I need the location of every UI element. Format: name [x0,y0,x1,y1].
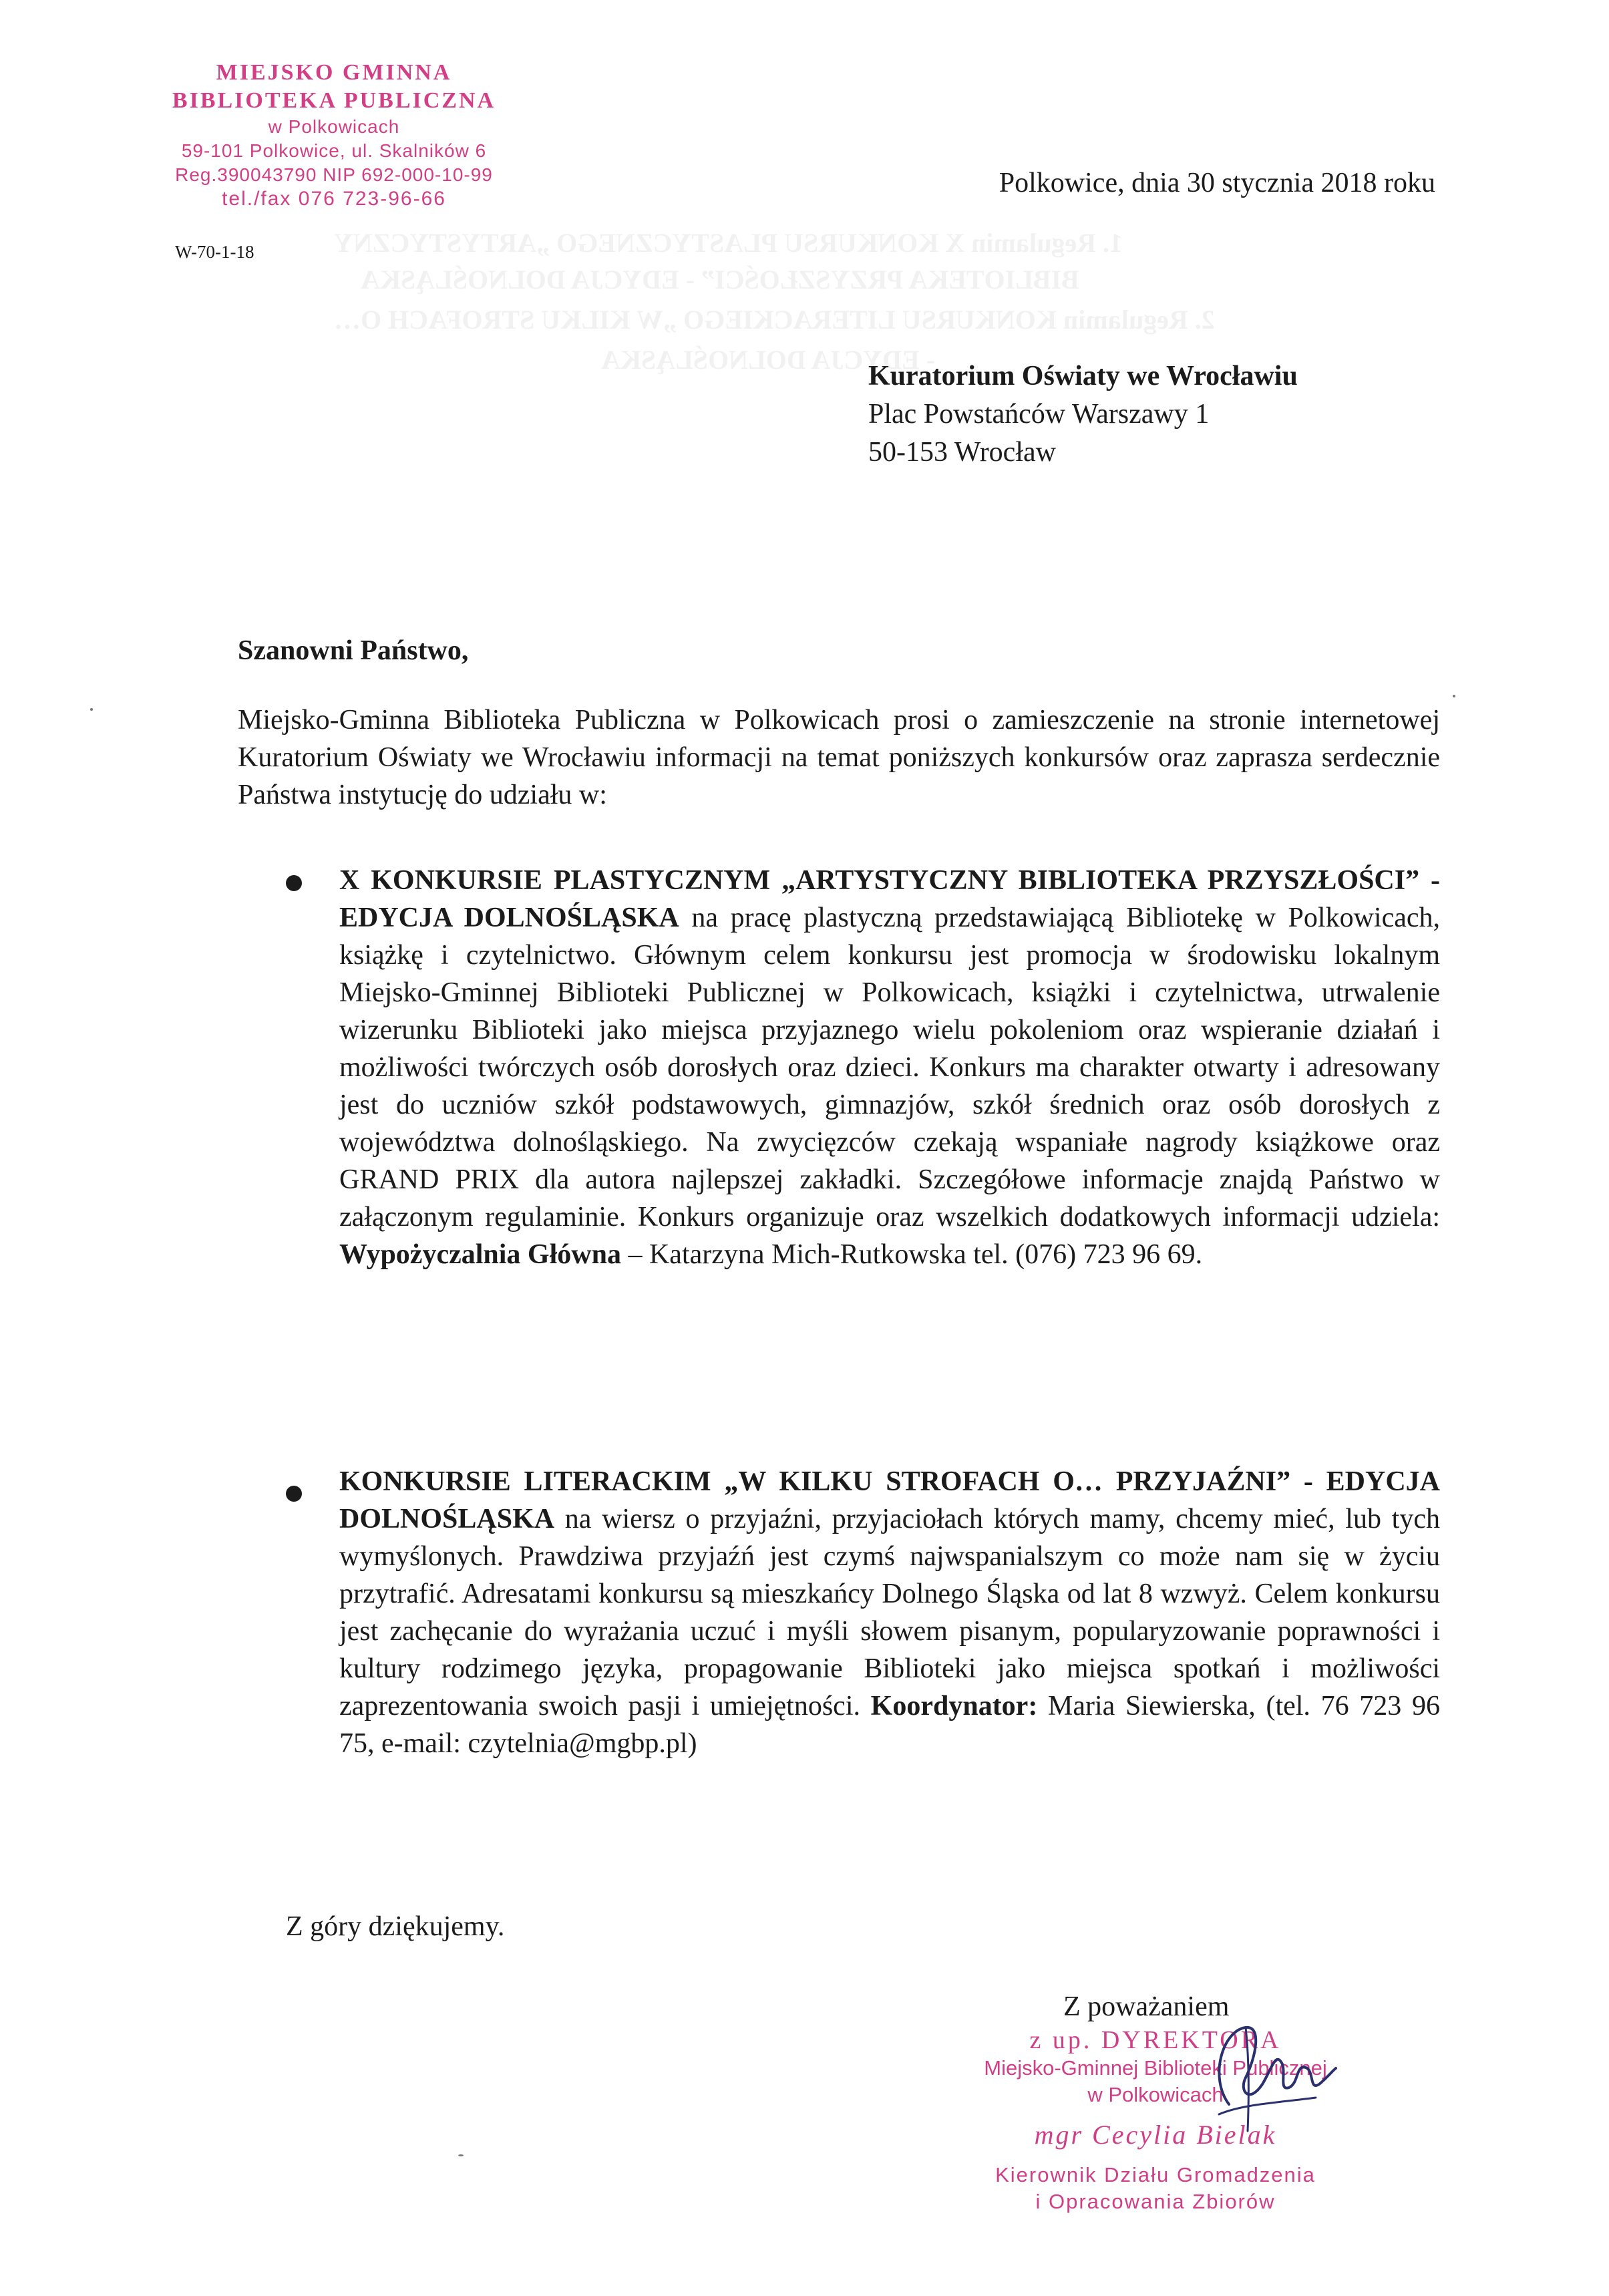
contest-contact: Maria Siewierska, (tel. 76 723 96 75, e-mail: czytelnia@mgbp.pl) [339,1691,1440,1759]
scan-speck [458,2154,464,2156]
contest-item-literary [339,1463,1440,1762]
contest-contact-label: Wypożyczalnia Główna [339,1239,621,1270]
contest-title: X KONKURSIE PLASTYCZNYM „ARTYSTYCZNY BIBLIOTEKA PRZYSZŁOŚCI” - EDYCJA DOLNOŚLĄSKA [339,865,1440,933]
bleed-through-line2: BIBLIOTEKA PRZYSZŁOŚCI” - EDYCJA DOLNOŚLĄSKA [361,265,1079,295]
bleed-through-line4: - EDYCJA DOLNOŚLĄSKA [601,345,936,375]
salutation: Szanowni Państwo, [238,635,469,666]
stamp-city: w Polkowicach [1087,2083,1224,2106]
letterhead-line1: MIEJSKO GMINNA [216,60,452,85]
stamp-position: Kierownik Działu Gromadzenia [995,2163,1316,2186]
letterhead-phone: tel./fax 076 723-96-66 [222,188,446,210]
contest-contact: – Katarzyna Mich-Rutkowska tel. (076) 723 96 69. [620,1239,1203,1270]
intro-paragraph [238,701,1440,814]
bullet-icon [286,1486,302,1502]
scan-speck [1453,695,1455,697]
reference-number: W-70-1-18 [175,242,254,262]
addressee-name: Kuratorium Oświaty we Wrocławiu [868,361,1298,391]
contest-title: KONKURSIE LITERACKIM „W KILKU STROFACH O… PRZYJAŹNI” - EDYCJA DOLNOŚLĄSKA [339,1466,1440,1534]
letterhead-line3: w Polkowicach [268,116,400,137]
bleed-through-line3: 2. Regulamin KONKURSU LITERACKIEGO „W KILKU STROFACH O… [334,305,1215,335]
contest-description: na pracę plastyczną przedstawiającą Bibliotekę w Polkowicach, książkę i czytelnictwo. Głównym celem konkursu jest promocja w środowisku lokalnym Miejsko-Gminnej Biblioteki Publicznej w Polkowicach, książki i czytelnictwa, utrwalenie wizerunku Biblioteki jako miejsca przyjaznego wielu pokoleniom oraz wspieranie działań i możliwości twórczych osób dorosłych oraz dzieci. Konkurs ma charakter otwarty i adresowany jest do uczniów szkół podstawowych, gimnazjów, szkół średnich oraz osób dorosłych z województwa dolnośląskiego. Na zwycięzców czekają wspaniałe nagrody książkowe oraz GRAND PRIX dla autora najlepszej zakładki. Szczegółowe informacje znajdą Państwo w załączonym regulaminie. Konkurs organizuje oraz wszelkich dodatkowych informacji udziela: [339,903,1440,1233]
bleed-through-line1: 1. Regulamin X KONKURSU PLASTYCZNEGO „ARTYSTYCZNY [334,228,1123,258]
bullet-icon [286,875,302,891]
contest-contact-label: Koordynator: [870,1691,1038,1721]
regards-line: Z poważaniem [1063,1991,1230,2022]
stamp-department: i Opracowania Zbiorów [1035,2190,1276,2213]
closing-line: Z góry dziękujemy. [286,1911,505,1942]
scan-speck [90,708,93,711]
stamp-institution: Miejsko-Gminnej Biblioteki Publicznej [984,2056,1327,2080]
place-date: Polkowice, dnia 30 stycznia 2018 roku [999,168,1435,198]
intro-text: Miejsko-Gminna Biblioteka Publiczna w Polkowicach prosi o zamieszczenie na stronie internetowej Kuratorium Oświaty we Wrocławiu informacji na temat poniższych konkursów oraz zaprasza serdecznie Państwa instytucję do udziału w: [238,705,1440,810]
letterhead-address: 59-101 Polkowice, ul. Skalników 6 [181,140,487,161]
contest-description: na wiersz o przyjaźni, przyjaciołach których mamy, chcemy mieć, lub tych wymyślonych. Prawdziwa przyjaźń jest czymś najwspanialszym co może nam się w życiu przytrafić. Adresatami konkursu są mieszkańcy Dolnego Śląska od lat 8 wzwyż. Celem konkursu jest zachęcanie do wyrażania uczuć i myśli słowem pisanym, popularyzowanie poprawności i kultury rodzimego języka, propagowanie Biblioteki jako miejsca spotkań i możliwości zaprezentowania swoich pasji i umiejętności. [339,1504,1440,1721]
stamp-authority: z up. DYREKTORA [1029,2026,1282,2054]
handwritten-signature [1182,2004,1343,2144]
letterhead-registry: Reg.390043790 NIP 692-000-10-99 [175,164,493,185]
letterhead-stamp [127,59,541,211]
letterhead-line2: BIBLIOTEKA PUBLICZNA [172,88,496,113]
addressee-street: Plac Powstańców Warszawy 1 [868,399,1210,430]
contest-item-art [339,862,1440,1273]
stamp-signatory: mgr Cecylia Bielak [1034,2120,1277,2150]
addressee-block [868,357,1298,472]
addressee-city: 50-153 Wrocław [868,437,1056,468]
